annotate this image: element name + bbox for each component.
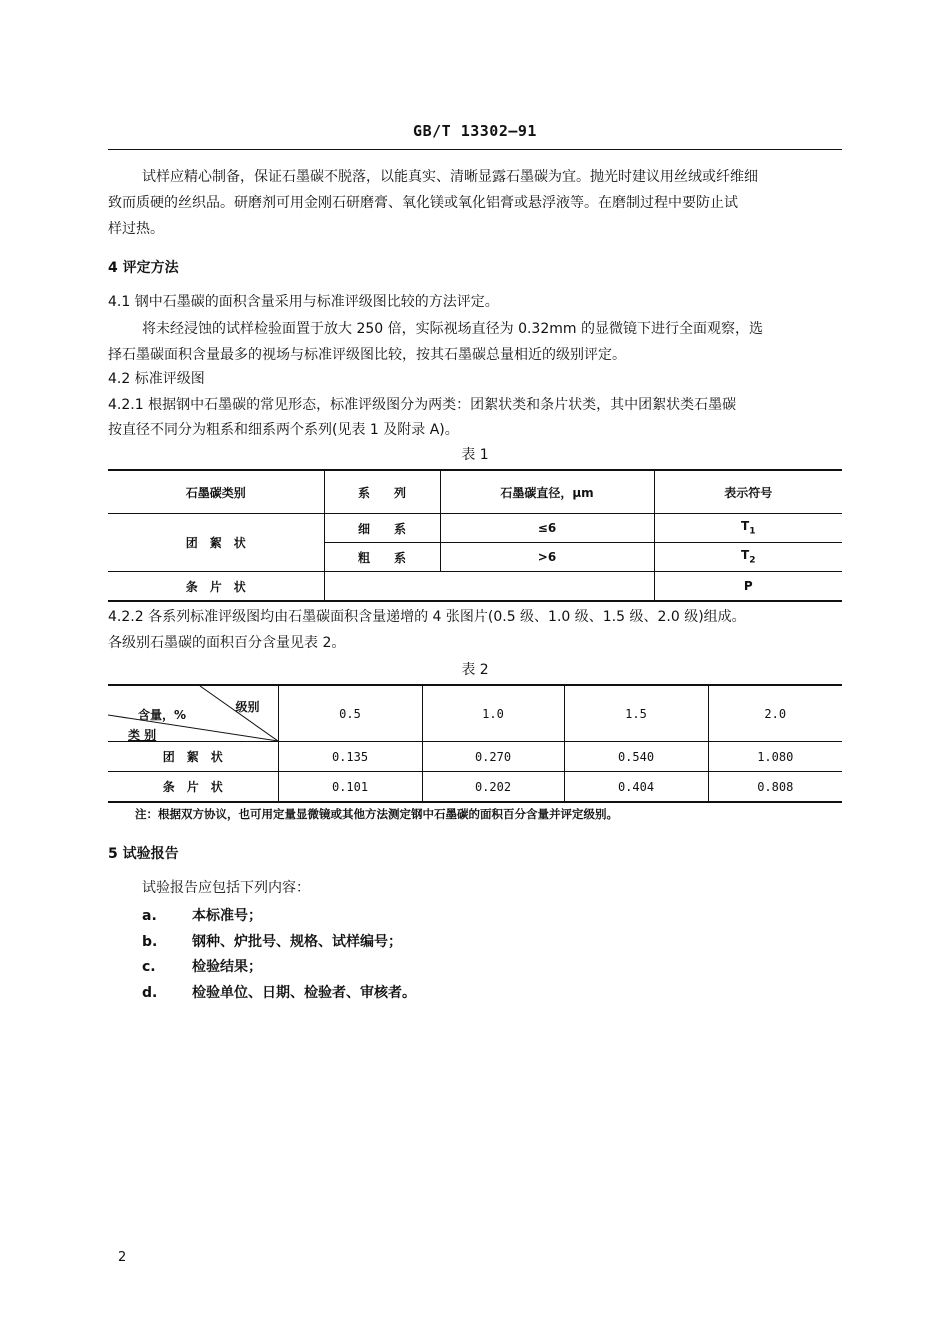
section-4-2-2-line-2: 各级别石墨碳的面积百分含量见表 2。 [108,635,346,651]
table-2-cell: 0.202 [422,772,564,803]
table-2-grade: 1.5 [564,685,708,742]
section-4-2-2-line-1: 4.2.2 各系列标准评级图均由石墨碳面积含量递增的 4 张图片(0.5 级、1.0 级、1.5 级、2.0 级)组成。 [108,609,746,625]
table-row [108,572,842,602]
intro-line-3: 样过热。 [108,221,164,237]
table-1-header-series: 系 列 [324,470,440,514]
table-1-series-fine: 细 系 [324,514,440,543]
table-row [108,772,842,803]
table-2-cell: 0.135 [278,742,422,772]
page-number: 2 [118,1250,127,1265]
table-1-symbol-fine: $T_1$ [654,514,842,543]
section-5-intro: 试验报告应包括下列内容： [142,880,310,896]
section-4-1: 4.1 钢中石墨碳的面积含量采用与标准评级图比较的方法评定。 [108,294,499,310]
table-row [108,514,842,543]
document-header: GB/T 13302—91 [413,122,537,140]
table-1-symbol-coarse: $T_2$ [654,543,842,572]
table-2-cell: 0.270 [422,742,564,772]
section-4-1-para-line-1: 将未经浸蚀的试样检验面置于放大 250 倍，实际视场直径为 0.32mm 的显微镜下进行全面观察，选 [142,321,763,337]
intro-line-2: 致而质硬的丝织品。研磨剂可用金刚石研磨膏、氧化镁或氧化铝膏或悬浮液等。在磨制过程中要防止试 [108,195,738,211]
section-4-1-para-line-2: 择石墨碳面积含量最多的视场与标准评级图比较，按其石墨碳总量相近的级别评定。 [108,347,626,363]
table-2-cell: 1.080 [708,742,842,772]
list-item: d. 检验单位、日期、检验者、审核者。 [142,985,416,1001]
list-item: a. 本标准号； [142,908,262,924]
section-4-heading: 4 评定方法 [108,260,179,276]
table-1-symbol-strip: P [654,572,842,602]
table-2-grade: 1.0 [422,685,564,742]
table-1-header-diameter: 石墨碳直径，μm [440,470,654,514]
table-2-cell: 0.808 [708,772,842,803]
table-1 [108,469,842,602]
table-2-cell: 0.404 [564,772,708,803]
table-2-grade: 0.5 [278,685,422,742]
table-2-note: 注：根据双方协议，也可用定量显微镜或其他方法测定钢中石墨碳的面积百分含量并评定级别。 [135,807,618,821]
table-row [108,742,842,772]
section-5-heading: 5 试验报告 [108,846,179,862]
table-row [108,685,842,742]
table-1-strip-empty [324,572,654,602]
list-item: c. 检验结果； [142,959,262,975]
table-1-header-category: 石墨碳类别 [108,470,324,514]
table-1-group-floc: 团 絮 状 [108,514,324,572]
list-item: b. 钢种、炉批号、规格、试样编号； [142,934,402,950]
table-2-corner-content: 含量，% [138,708,187,722]
table-2-corner-cell [108,685,278,742]
table-2-cell: 0.101 [278,772,422,803]
table-2-corner-grade: 级别 [235,700,260,714]
table-1-diameter-fine: ≤6 [440,514,654,543]
table-2-grade: 2.0 [708,685,842,742]
section-4-2-1-line-1: 4.2.1 根据钢中石墨碳的常见形态，标准评级图分为两类：团絮状类和条片状类，其中团絮状类石墨碳 [108,397,737,413]
table-2-caption: 表 2 [461,662,489,678]
table-1-group-strip: 条 片 状 [108,572,324,602]
table-2-corner-category: 类 别 [128,728,157,742]
section-4-2-1-line-2: 按直径不同分为粗系和细系两个系列(见表 1 及附录 A)。 [108,422,459,438]
table-1-diameter-coarse: >6 [440,543,654,572]
table-2-row-label: 条 片 状 [108,772,278,803]
table-2-cell: 0.540 [564,742,708,772]
table-2-row-label: 团 絮 状 [108,742,278,772]
table-1-header-symbol: 表示符号 [654,470,842,514]
header-rule [108,149,842,150]
table-2 [108,684,842,803]
table-row [108,470,842,514]
table-1-series-coarse: 粗 系 [324,543,440,572]
section-4-2: 4.2 标准评级图 [108,371,205,387]
table-1-caption: 表 1 [461,447,489,463]
intro-line-1: 试样应精心制备，保证石墨碳不脱落，以能真实、清晰显露石墨碳为宜。抛光时建议用丝绒或纤维细 [142,169,758,185]
